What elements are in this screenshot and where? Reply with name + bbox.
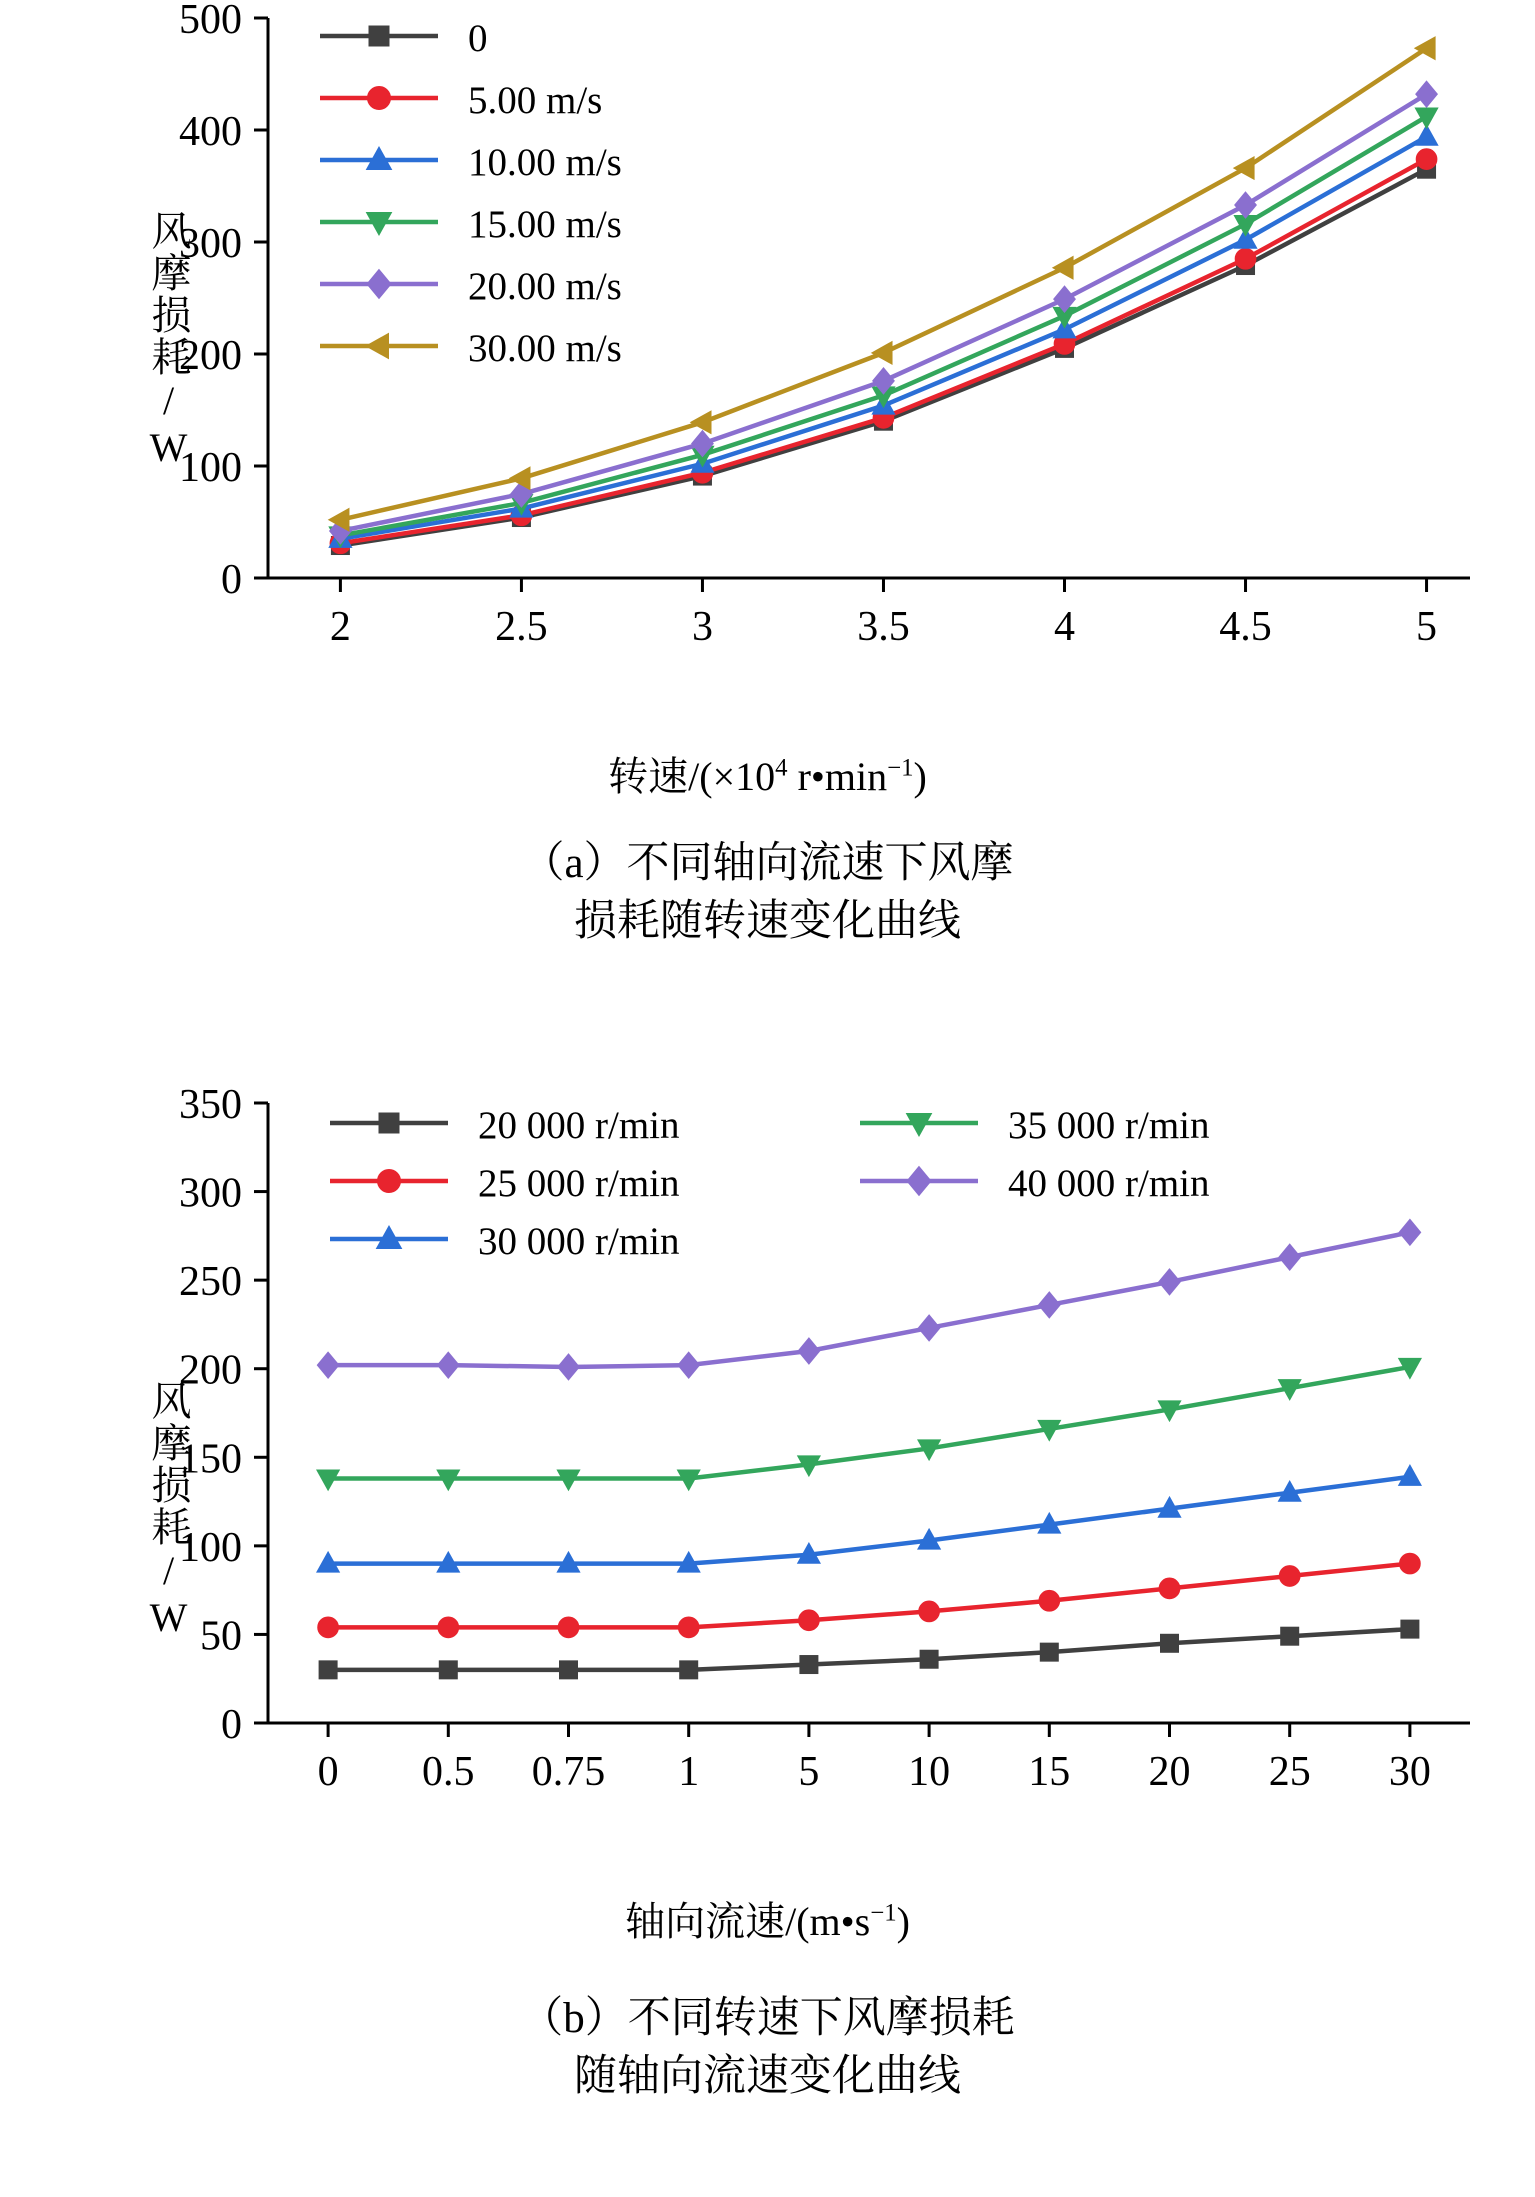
chart-b-caption [0, 1990, 1535, 2106]
svg-text:4: 4 [1054, 604, 1076, 650]
svg-text:35 000 r/min: 35 000 r/min [1008, 1104, 1210, 1147]
svg-text:0: 0 [221, 1702, 242, 1748]
svg-text:30 000 r/min: 30 000 r/min [478, 1220, 680, 1263]
svg-text:100: 100 [179, 445, 242, 491]
chart-a-svg [0, 0, 1535, 660]
svg-text:10: 10 [908, 1749, 951, 1795]
svg-text:50: 50 [200, 1613, 242, 1660]
svg-text:15.00 m/s: 15.00 m/s [468, 203, 622, 246]
chart-b-caption-line-2: 随轴向流速变化曲线 [574, 2053, 961, 2101]
chart-b-caption-line-1: （b）不同转速下风摩损耗 [520, 1995, 1015, 2042]
svg-text:0.75: 0.75 [531, 1749, 606, 1795]
svg-text:200: 200 [179, 333, 242, 379]
chart-a-x-axis-label: 转速$/(\times 10^4$ $r•\min^{-1}$) [608, 754, 927, 799]
svg-text:4.5: 4.5 [1219, 604, 1272, 650]
svg-text:500: 500 [179, 0, 242, 43]
chart-a-plot [0, 0, 1535, 660]
svg-text:300: 300 [179, 1170, 242, 1217]
svg-text:350: 350 [179, 1082, 242, 1128]
svg-text:2.5: 2.5 [495, 604, 548, 650]
chart-a-caption-line-1: （a）不同轴向流速下风摩 [521, 840, 1014, 887]
svg-text:25: 25 [1268, 1749, 1311, 1795]
chart-b-svg [0, 1082, 1535, 1805]
svg-text:5: 5 [1416, 604, 1438, 650]
svg-text:5.00 m/s: 5.00 m/s [468, 79, 603, 122]
chart-b-y-axis-label: 风摩损耗/W [146, 1380, 191, 1642]
chart-a-caption-line-2: 损耗随转速变化曲线 [574, 898, 961, 946]
svg-text:15: 15 [1028, 1749, 1071, 1795]
svg-text:25 000 r/min: 25 000 r/min [478, 1162, 680, 1205]
svg-text:0: 0 [221, 557, 242, 603]
svg-text:20 000 r/min: 20 000 r/min [478, 1104, 680, 1147]
svg-text:30: 30 [1388, 1749, 1431, 1795]
svg-text:40 000 r/min: 40 000 r/min [1008, 1162, 1210, 1205]
svg-text:200: 200 [179, 1347, 242, 1394]
chart-a-y-axis-label: 风摩损耗/W [146, 210, 191, 472]
svg-text:400: 400 [179, 109, 242, 155]
svg-text:0.5: 0.5 [422, 1749, 475, 1795]
svg-text:0: 0 [317, 1749, 339, 1795]
svg-text:250: 250 [179, 1259, 242, 1306]
svg-text:20: 20 [1148, 1749, 1191, 1795]
svg-text:2: 2 [329, 604, 351, 650]
chart-panel-a [0, 0, 1535, 1060]
svg-text:300: 300 [179, 221, 242, 267]
chart-b-plot [0, 1082, 1535, 1805]
svg-text:10.00 m/s: 10.00 m/s [468, 141, 622, 184]
svg-text:0: 0 [468, 17, 488, 60]
svg-text:100: 100 [179, 1524, 242, 1571]
svg-text:150: 150 [179, 1436, 242, 1483]
chart-b-x-axis-label: 轴向流速$/(m•s^{-1})$ [625, 1899, 910, 1944]
svg-text:1: 1 [678, 1749, 700, 1795]
chart-panel-b [0, 1082, 1535, 2197]
svg-text:3.5: 3.5 [857, 604, 910, 650]
svg-text:5: 5 [798, 1749, 820, 1795]
svg-text:30.00 m/s: 30.00 m/s [468, 327, 622, 370]
svg-text:3: 3 [691, 604, 713, 650]
chart-a-caption [0, 835, 1535, 951]
svg-text:20.00 m/s: 20.00 m/s [468, 265, 622, 308]
